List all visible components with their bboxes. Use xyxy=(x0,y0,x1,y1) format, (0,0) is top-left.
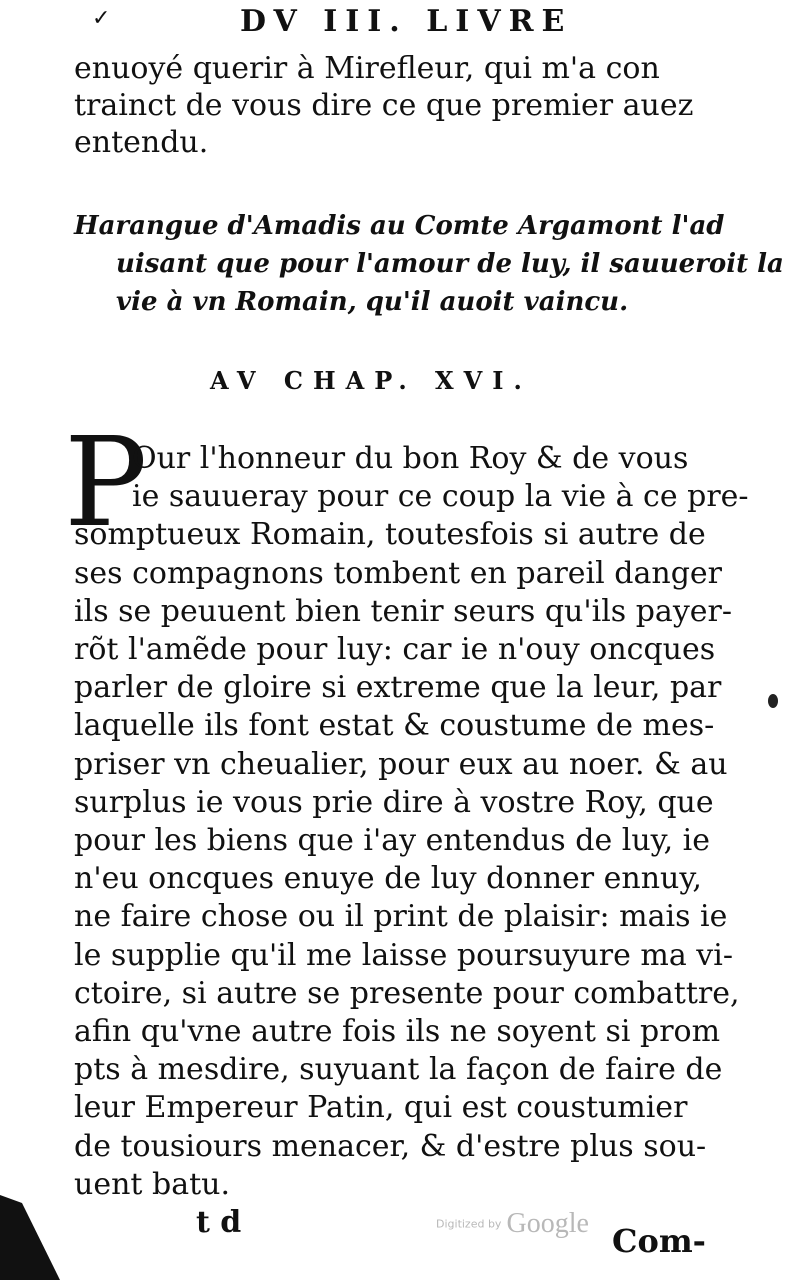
text-line: leur Empereur Patin, qui est coustumier xyxy=(74,1090,688,1126)
running-head-mark: ✓ xyxy=(92,6,111,31)
text-line: trainct de vous dire ce que premier auez xyxy=(74,88,694,123)
text-line: le supplie qu'il me laisse poursuyure ma vi- xyxy=(74,937,733,973)
text-line: laquelle ils font estat & coustume de mes- xyxy=(74,708,715,744)
catchword: Com- xyxy=(612,1222,706,1260)
text-line: entendu. xyxy=(74,125,209,160)
running-head-title: DV III. LIVRE xyxy=(240,4,573,39)
chapter-label: AV CHAP. XVI. xyxy=(210,366,532,395)
text-line: ses compagnons tombent en pareil danger xyxy=(74,555,722,591)
watermark-prefix: Digitized by xyxy=(436,1217,502,1231)
signature-mark: t d xyxy=(196,1205,242,1240)
section-heading xyxy=(74,207,784,321)
text-line: Our l'honneur du bon Roy & de vous xyxy=(132,441,689,476)
heading-line: uisant que pour l'amour de luy, il sauueroit la xyxy=(116,249,784,279)
ink-blot xyxy=(768,694,778,708)
digitized-watermark xyxy=(436,1208,589,1240)
text-line: ne faire chose ou il print de plaisir: mais ie xyxy=(74,899,728,935)
intro-paragraph xyxy=(74,50,739,161)
text-line: ctoire, si autre se presente pour combattre, xyxy=(74,975,740,1011)
text-line: pour les biens que i'ay entendus de luy, ie xyxy=(74,823,711,859)
text-line: rõt l'amẽde pour luy: car ie n'ouy oncques xyxy=(74,632,716,668)
text-line: priser vn cheualier, pour eux au noer. & au xyxy=(74,746,728,782)
heading-line: Harangue d'Amadis au Comte Argamont l'ad xyxy=(74,211,725,241)
body-paragraph xyxy=(74,440,749,1204)
text-line: n'eu oncques enuye de luy donner ennuy, xyxy=(74,861,702,897)
text-line: somptueux Romain, toutesfois si autre de xyxy=(74,517,706,553)
text-line: de tousiours menacer, & d'estre plus sou- xyxy=(74,1128,707,1164)
watermark-brand: Google xyxy=(506,1208,589,1239)
text-line: ie sauueray pour ce coup la vie à ce pre- xyxy=(132,479,749,515)
drop-cap: P xyxy=(64,411,148,555)
text-line: parler de gloire si extreme que la leur, par xyxy=(74,670,722,706)
page-corner-shadow xyxy=(0,1195,60,1280)
text-line: uent batu. xyxy=(74,1166,230,1202)
heading-line: vie à vn Romain, qu'il auoit vaincu. xyxy=(116,287,629,317)
text-line: enuoyé querir à Mirefleur, qui m'a con xyxy=(74,51,660,86)
text-line: surplus ie vous prie dire à vostre Roy, que xyxy=(74,784,714,820)
text-line: afin qu'vne autre fois ils ne soyent si prom xyxy=(74,1014,721,1050)
text-line: pts à mesdire, suyuant la façon de faire de xyxy=(74,1052,723,1088)
text-line: ils se peuuent bien tenir seurs qu'ils payer- xyxy=(74,593,732,629)
